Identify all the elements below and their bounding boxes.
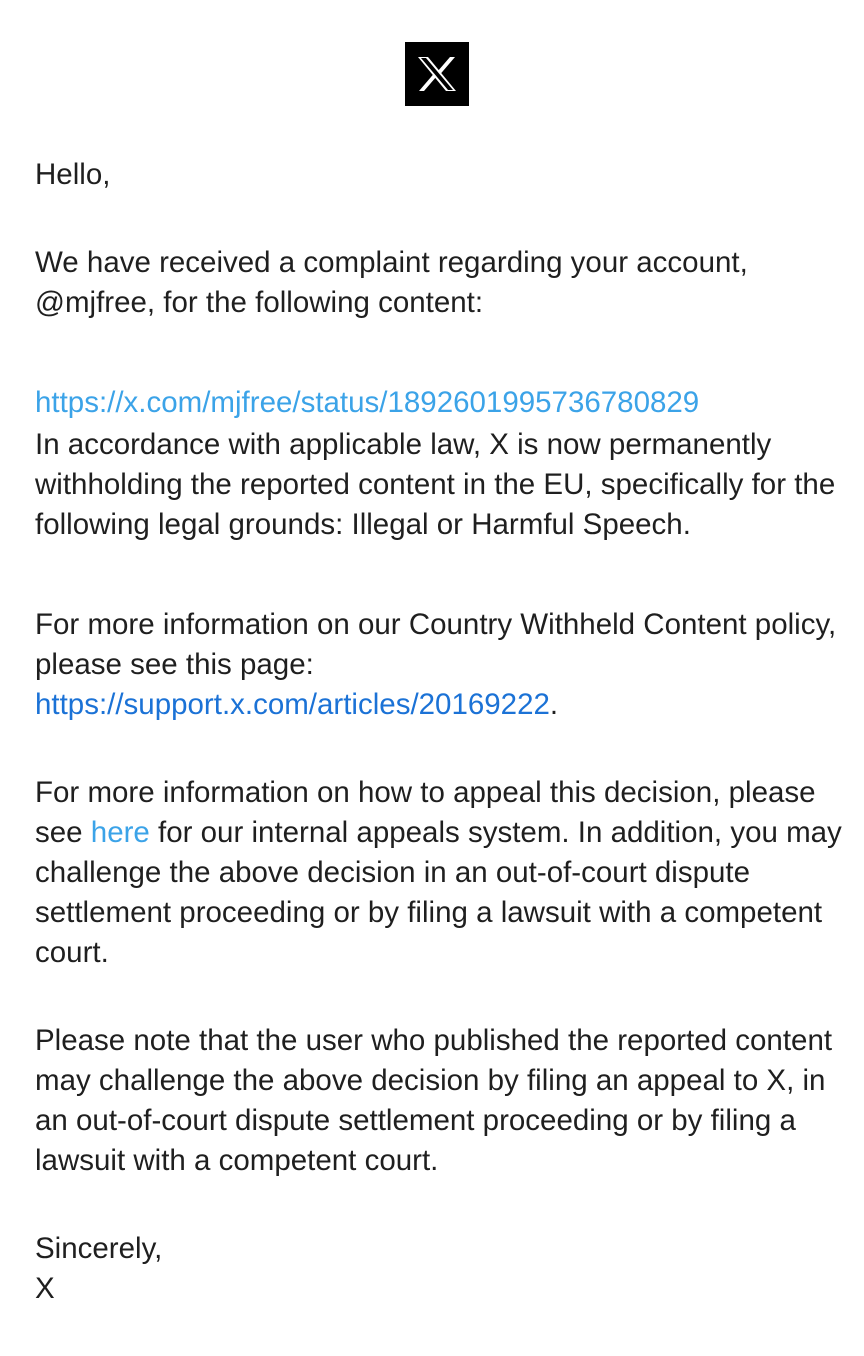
x-logo [405,42,469,106]
policy-period: . [549,688,559,721]
closing: Sincerely, [35,1232,163,1265]
signature: X [35,1272,55,1305]
email-body [35,155,845,1309]
policy-text: For more information on our Country Withheld Content policy, please see this page: [35,608,837,681]
reported-content-link[interactable]: https://x.com/mjfree/status/1892601995736780829 [35,386,700,419]
appeal-text-end: for our internal appeals system. In addition, you may challenge the above decision in an out-of-court dispute settlement proceeding or by filing a lawsuit with a competent court. [35,816,842,969]
appeal-paragraph [35,773,845,973]
withhold-notice: In accordance with applicable law, X is now permanently withholding the reported content in the EU, specifically for the following legal grounds: Illegal or Harmful Speech. [35,428,836,541]
content-link-line [35,383,845,423]
note-paragraph: Please note that the user who published the reported content may challenge the above decision by filing an appeal to X, in an out-of-court dispute settlement proceeding or by filing a lawsuit with a competent court. [35,1024,833,1177]
x-logo-icon [417,56,457,92]
appeal-text-start: For more information on how to appeal this decision, please see [35,776,816,849]
appeal-here-link[interactable]: here [90,816,150,849]
intro-paragraph: We have received a complaint regarding your account, @mjfree, for the following content: [35,246,748,319]
greeting: Hello, [35,158,111,191]
policy-link[interactable]: https://support.x.com/articles/20169222 [35,688,550,721]
policy-paragraph [35,605,845,725]
